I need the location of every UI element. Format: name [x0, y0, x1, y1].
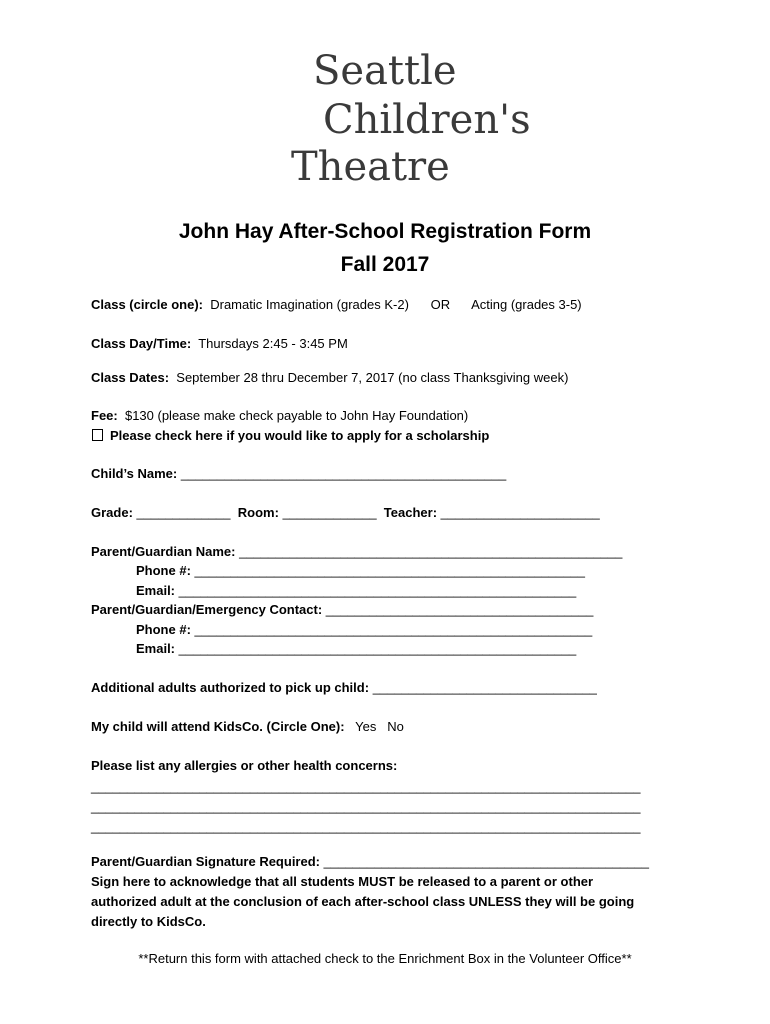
emergency-phone-field[interactable]: _______________________________________________________ — [194, 622, 593, 637]
seattle-childrens-theatre-logo — [285, 40, 531, 190]
class-day-time-value: Thursdays 2:45 - 3:45 PM — [198, 336, 348, 351]
parent-email-row — [136, 583, 576, 599]
emergency-contact-row — [91, 602, 593, 618]
signature-note-3: directly to KidsCo. — [91, 914, 206, 929]
fee-value: $130 (please make check payable to John Hay Foundation) — [124, 408, 469, 423]
class-row — [91, 297, 582, 313]
parent-phone-row — [136, 563, 585, 579]
parent-phone-field[interactable]: ______________________________________________________ — [194, 563, 585, 578]
child-name-label: Child’s Name: — [91, 466, 178, 481]
emergency-email-row — [136, 641, 576, 657]
parent-name-field[interactable]: _____________________________________________________ — [239, 544, 623, 559]
room-field[interactable]: _____________ — [282, 505, 377, 520]
parent-name-row — [91, 544, 622, 560]
parent-name-label: Parent/Guardian Name: — [91, 544, 236, 559]
allergies-label-row — [91, 758, 397, 774]
child-name-row — [91, 466, 506, 482]
room-label: Room: — [237, 505, 279, 520]
class-day-time-label: Class Day/Time: — [91, 336, 192, 351]
class-dates-value: September 28 thru December 7, 2017 (no class Thanksgiving week) — [176, 370, 569, 385]
emergency-email-field[interactable]: _______________________________________________________ — [178, 641, 577, 656]
teacher-label: Teacher: — [383, 505, 438, 520]
signature-row — [91, 854, 649, 870]
parent-email-label: Email: — [136, 583, 176, 598]
pickup-field[interactable]: _______________________________ — [372, 680, 597, 695]
kidsco-row — [91, 719, 404, 735]
signature-label: Parent/Guardian Signature Required: — [91, 854, 320, 869]
return-instructions: **Return this form with attached check to the Enrichment Box in the Volunteer Office** — [138, 951, 632, 966]
class-dates-row — [91, 370, 568, 386]
signature-note-2: authorized adult at the conclusion of each after-school class UNLESS they will be going — [91, 894, 635, 909]
logo-line-2: Children's — [323, 97, 531, 143]
child-name-field[interactable]: _____________________________________________ — [180, 466, 507, 481]
class-label: Class (circle one): — [91, 297, 203, 312]
class-day-time-row — [91, 336, 348, 352]
allergies-line-2[interactable]: ____________________________________________________________________________ — [91, 799, 641, 814]
allergies-label: Please list any allergies or other health concerns: — [91, 758, 398, 773]
grade-room-teacher-row — [91, 505, 600, 521]
allergies-line-3[interactable]: ____________________________________________________________________________ — [91, 819, 641, 834]
scholarship-checkbox[interactable] — [92, 429, 103, 441]
emergency-phone-row — [136, 622, 592, 638]
emergency-phone-label: Phone #: — [136, 622, 191, 637]
pickup-label: Additional adults authorized to pick up child: — [91, 680, 370, 695]
logo-line-3: Theatre — [291, 144, 450, 190]
form-subtitle: Fall 2017 — [340, 253, 430, 276]
signature-field[interactable]: _____________________________________________ — [323, 854, 649, 869]
class-option-dramatic-imagination[interactable]: Dramatic Imagination (grades K-2) — [210, 297, 409, 312]
logo-line-1: Seattle — [313, 48, 457, 94]
grade-label: Grade: — [91, 505, 133, 520]
emergency-contact-label: Parent/Guardian/Emergency Contact: — [91, 602, 323, 617]
kidsco-label: My child will attend KidsCo. (Circle One): — [91, 719, 345, 734]
fee-row — [91, 408, 468, 424]
kidsco-no[interactable]: No — [387, 719, 404, 734]
logo-wordmark — [285, 40, 531, 190]
parent-email-field[interactable]: _______________________________________________________ — [178, 583, 577, 598]
emergency-contact-field[interactable]: _____________________________________ — [325, 602, 594, 617]
class-option-acting[interactable]: Acting (grades 3-5) — [471, 297, 582, 312]
emergency-email-label: Email: — [136, 641, 176, 656]
scholarship-label: Please check here if you would like to apply for a scholarship — [110, 428, 490, 443]
parent-phone-label: Phone #: — [136, 563, 191, 578]
form-title: John Hay After-School Registration Form — [178, 220, 592, 243]
fee-label: Fee: — [91, 408, 118, 423]
kidsco-yes[interactable]: Yes — [355, 719, 377, 734]
teacher-field[interactable]: ______________________ — [440, 505, 600, 520]
class-dates-label: Class Dates: — [91, 370, 170, 385]
scholarship-row — [91, 428, 489, 444]
class-or: OR — [430, 297, 451, 312]
allergies-line-1[interactable]: ____________________________________________________________________________ — [91, 779, 641, 794]
pickup-row — [91, 680, 597, 696]
grade-field[interactable]: _____________ — [136, 505, 231, 520]
signature-note-1: Sign here to acknowledge that all students MUST be released to a parent or other — [91, 874, 594, 889]
